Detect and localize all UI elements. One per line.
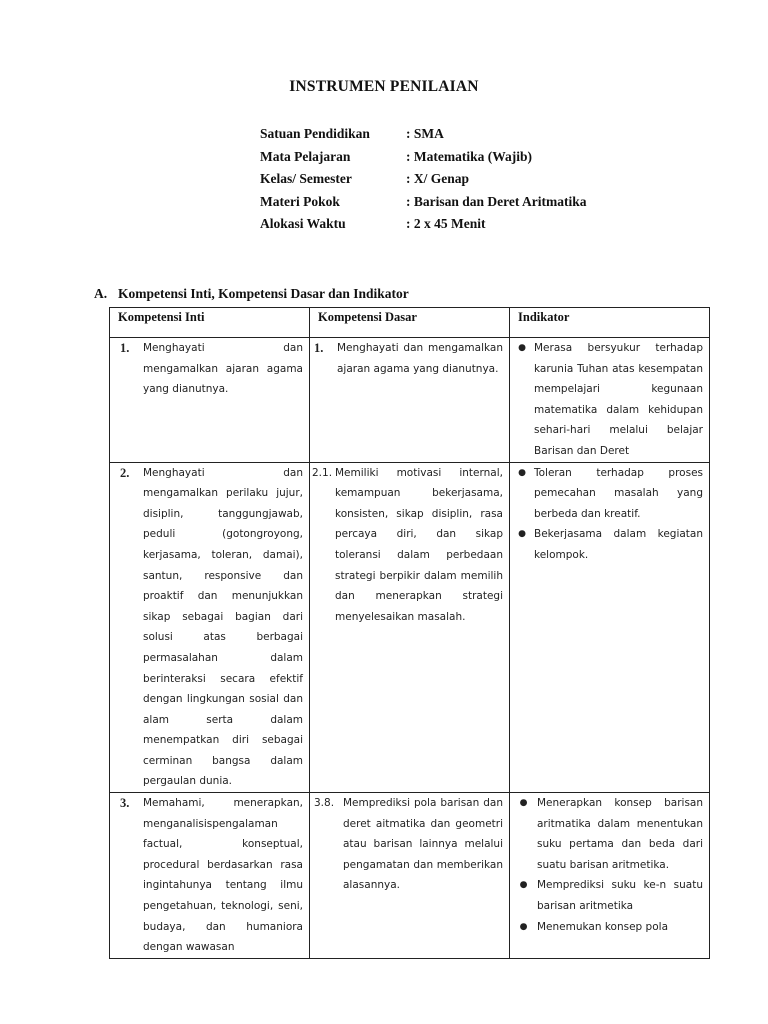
table-row xyxy=(110,338,710,463)
meta-value: : Matematika (Wajib) xyxy=(406,148,532,164)
table-header-row xyxy=(110,308,710,338)
indicator-text: Menerapkan konsep barisan aritmatika dalam menentukan suku pertama dan beda dari suatu barisan aritmetika. xyxy=(537,797,703,871)
indicator-cell xyxy=(510,793,710,959)
meta-value: : SMA xyxy=(406,126,444,141)
bullet-icon: ● xyxy=(519,880,528,891)
indicator-list xyxy=(510,793,709,937)
meta-row-mapel xyxy=(260,149,587,172)
bullet-icon: ● xyxy=(518,529,526,540)
identity-block xyxy=(260,126,587,239)
list-item xyxy=(510,338,703,462)
meta-key: Satuan Pendidikan xyxy=(260,126,370,141)
ki-cell xyxy=(110,793,310,959)
meta-key: Mata Pelajaran xyxy=(260,148,351,164)
list-item xyxy=(510,875,703,916)
ki-cell xyxy=(110,462,310,793)
ki-text: Menghayati dan mengamalkan ajaran agama yang dianutnya. xyxy=(143,342,303,396)
kd-cell xyxy=(310,793,510,959)
section-heading xyxy=(94,286,409,302)
indicator-list xyxy=(510,463,709,566)
kd-number: 2.1. xyxy=(312,466,333,479)
kd-cell xyxy=(310,462,510,793)
meta-row-waktu xyxy=(260,216,587,239)
meta-row-kelas xyxy=(260,171,587,194)
bullet-icon: ● xyxy=(519,921,528,932)
indicator-text: Toleran terhadap proses pemecahan masalah yang berbeda dan kreatif. xyxy=(534,466,703,520)
indicator-text: Bekerjasama dalam kegiatan kelompok. xyxy=(534,528,703,561)
indicator-cell xyxy=(510,462,710,793)
meta-key: Alokasi Waktu xyxy=(260,216,346,232)
meta-row-materi xyxy=(260,194,587,217)
list-item xyxy=(510,463,703,525)
meta-value: : X/ Genap xyxy=(406,171,470,187)
indicator-text: Merasa bersyukur terhadap karunia Tuhan atas kesempatan mempelajari kegunaan matematika dalam kehidupan sehari-hari melalui belajar Barisan dan Deret xyxy=(534,342,703,457)
bullet-icon: ● xyxy=(519,798,528,809)
kd-text: Memprediksi pola barisan dan deret aitmatika dan geometri atau barisan lainnya melalui pengamatan dan memberikan alasannya. xyxy=(343,797,503,892)
ki-number: 1. xyxy=(120,341,130,355)
table-row xyxy=(110,793,710,959)
list-item xyxy=(510,917,703,938)
section-letter: A. xyxy=(94,286,108,301)
meta-value: : 2 x 45 Menit xyxy=(406,216,486,232)
kd-text: Menghayati dan mengamalkan ajaran agama yang dianutnya. xyxy=(337,342,503,375)
section-title: Kompetensi Inti, Kompetensi Dasar dan Indikator xyxy=(118,286,409,301)
meta-key: Kelas/ Semester xyxy=(260,171,352,187)
header-kompetensi-dasar: Kompetensi Dasar xyxy=(310,308,510,338)
indicator-list xyxy=(510,338,709,462)
list-item xyxy=(510,524,703,565)
meta-row-satuan xyxy=(260,126,587,149)
bullet-icon: ● xyxy=(518,343,526,353)
indicator-cell xyxy=(510,338,710,463)
competency-table xyxy=(109,307,710,959)
header-indikator: Indikator xyxy=(510,308,710,338)
meta-key: Materi Pokok xyxy=(260,193,340,209)
indicator-text: Menemukan konsep pola xyxy=(537,920,668,933)
kd-number: 3.8. xyxy=(314,797,335,810)
ki-cell xyxy=(110,338,310,463)
kd-text: Memiliki motivasi internal, kemampuan bekerjasama, konsisten, sikap disiplin, rasa percaya diri, dan sikap toleransi dalam perbedaan strategi berpikir dalam memilih dan menerapkan strategi menyelesaikan masalah. xyxy=(335,466,503,623)
indicator-text: Memprediksi suku ke-n suatu barisan aritmetika xyxy=(537,879,703,913)
ki-number: 2. xyxy=(120,465,130,480)
ki-text: Memahami, menerapkan, menganalisispengalaman factual, konseptual, procedural berdasarkan rasa ingintahunya tentang ilmu pengetahuan, teknologi, seni, budaya, dan humaniora dengan wawasan xyxy=(143,797,303,954)
meta-value: : Barisan dan Deret Aritmatika xyxy=(406,193,587,209)
ki-number: 3. xyxy=(120,796,130,811)
ki-text: Menghayati dan mengamalkan perilaku jujur, disiplin, tanggungjawab, peduli (gotongroyong, kerjasama, toleran, damai), santun, responsive dan proaktif dan menunjukkan sikap sebagai bagian dari solusi atas berbagai permasalahan dalam berinteraksi secara efektif dengan lingkungan sosial dan alam serta dalam menempatkan diri sebagai cerminan bangsa dalam pergaulan dunia. xyxy=(143,466,303,788)
kd-cell xyxy=(310,338,510,463)
document-title: INSTRUMEN PENILAIAN xyxy=(289,78,479,95)
kd-number: 1. xyxy=(314,341,324,355)
list-item xyxy=(510,793,703,875)
table-row xyxy=(110,462,710,793)
header-kompetensi-inti: Kompetensi Inti xyxy=(110,308,310,338)
bullet-icon: ● xyxy=(518,467,526,478)
